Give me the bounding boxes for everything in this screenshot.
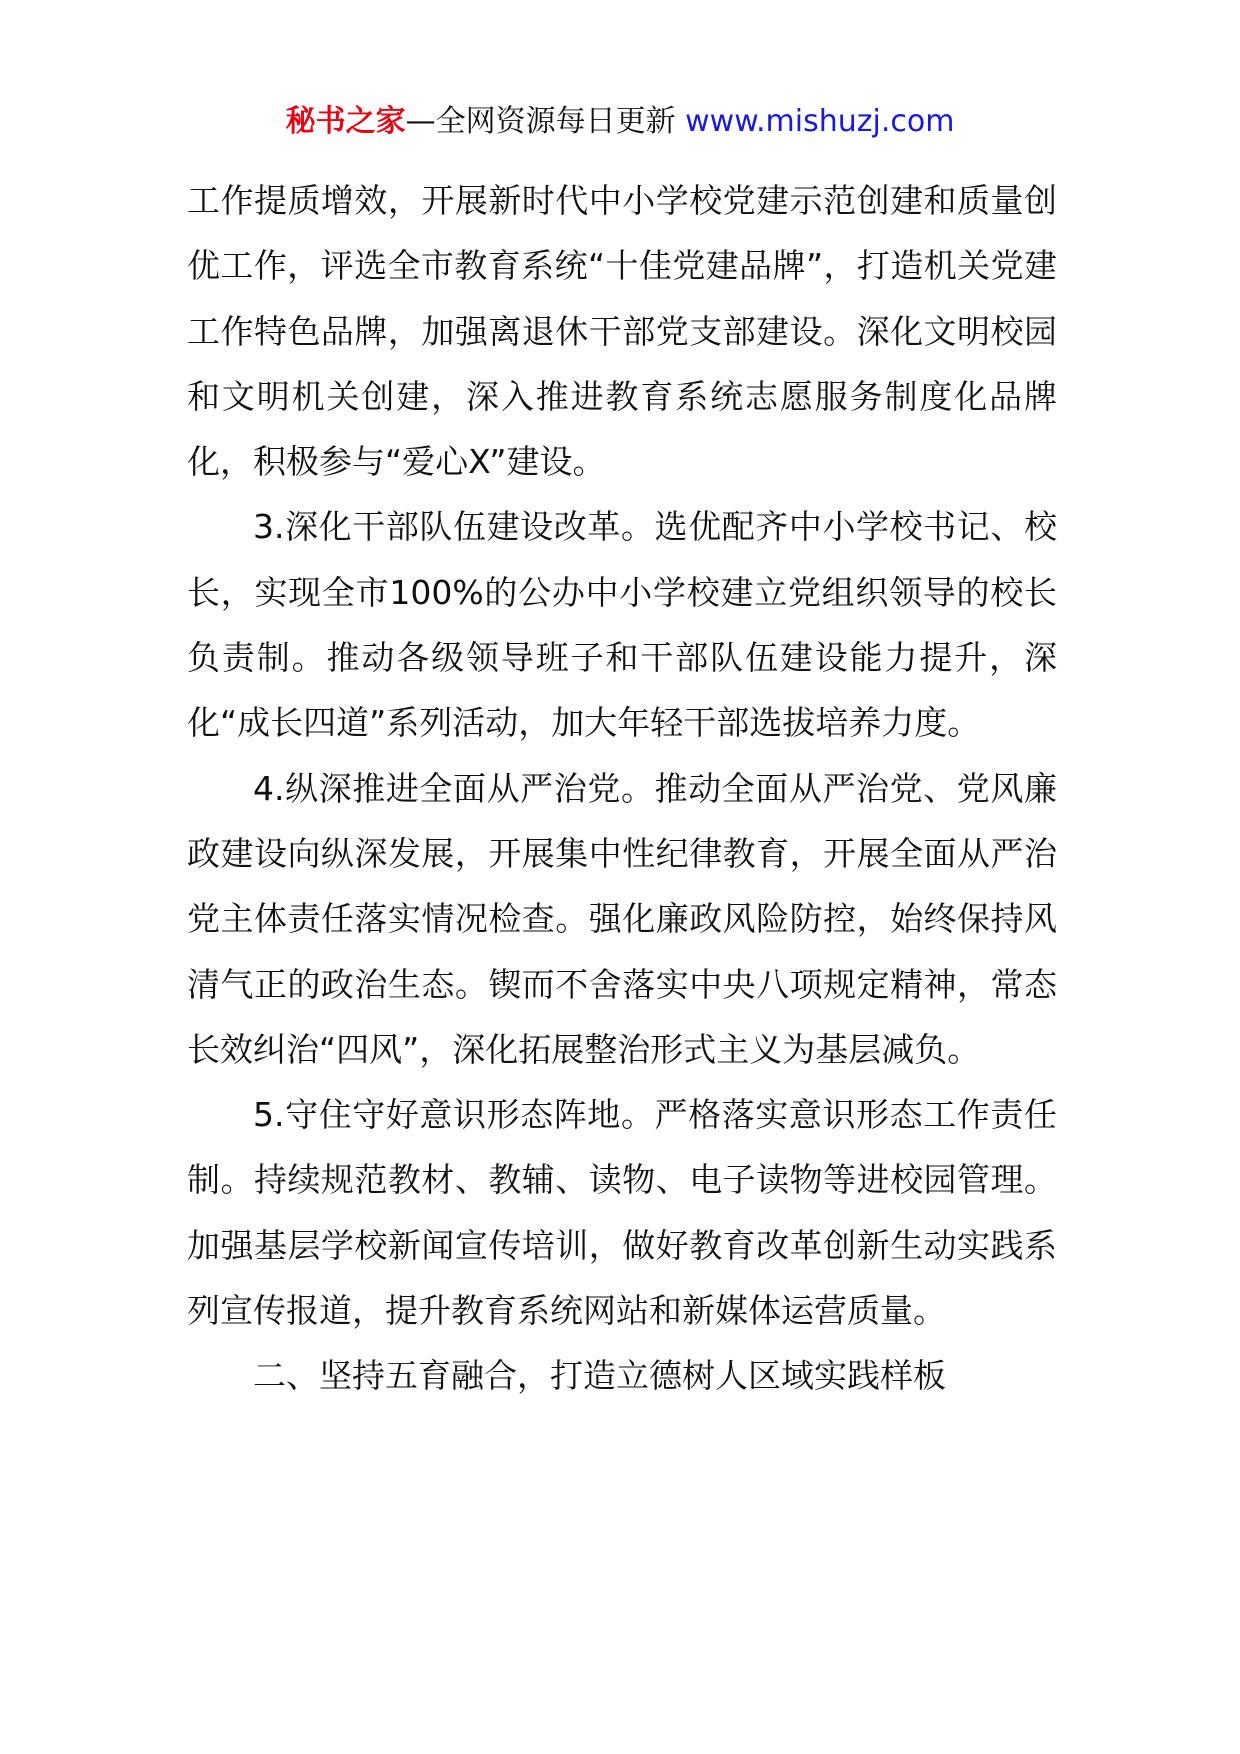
paragraph-item-3: 3.深化干部队伍建设改革。选优配齐中小学校书记、校长，实现全市100%的公办中小学校建立党组织领导的校长负责制。推动各级领导班子和干部队伍建设能力提升，深化“成长四道”系列活动，加大年轻干部选拔培养力度。 (187, 507, 1057, 743)
site-banner (0, 100, 1240, 144)
paragraph-item-5: 5.守住守好意识形态阵地。严格落实意识形态工作责任制。持续规范教材、教辅、读物、电子读物等进校园管理。加强基层学校新闻宣传培训，做好教育改革创新生动实践系列宣传报道，提升教育系统网站和新媒体运营质量。 (187, 1095, 1057, 1331)
paragraph-continuation: 工作提质增效，开展新时代中小学校党建示范创建和质量创优工作，评选全市教育系统“十佳党建品牌”，打造机关党建工作特色品牌，加强离退休干部党支部建设。深化文明校园和文明机关创建，深入推进教育系统志愿服务制度化品牌化，积极参与“爱心X”建设。 (187, 181, 1057, 482)
site-url-link[interactable]: www.mishuzj.com (685, 104, 955, 139)
brand-name: 秘书之家 (285, 104, 406, 139)
paragraph-item-4: 4.纵深推进全面从严治党。推动全面从严治党、党风廉政建设向纵深发展，开展集中性纪律教育，开展全面从严治党主体责任落实情况检查。强化廉政风险防控，始终保持风清气正的政治生态。锲而不舍落实中央八项规定精神，常态长效纠治“四风”，深化拓展整治形式主义为基层减负。 (187, 768, 1057, 1069)
banner-tagline: —全网资源每日更新 (405, 104, 676, 139)
section-heading: 二、坚持五育融合，打造立德树人区域实践样板 (253, 1356, 946, 1396)
document-body (187, 168, 1057, 1409)
